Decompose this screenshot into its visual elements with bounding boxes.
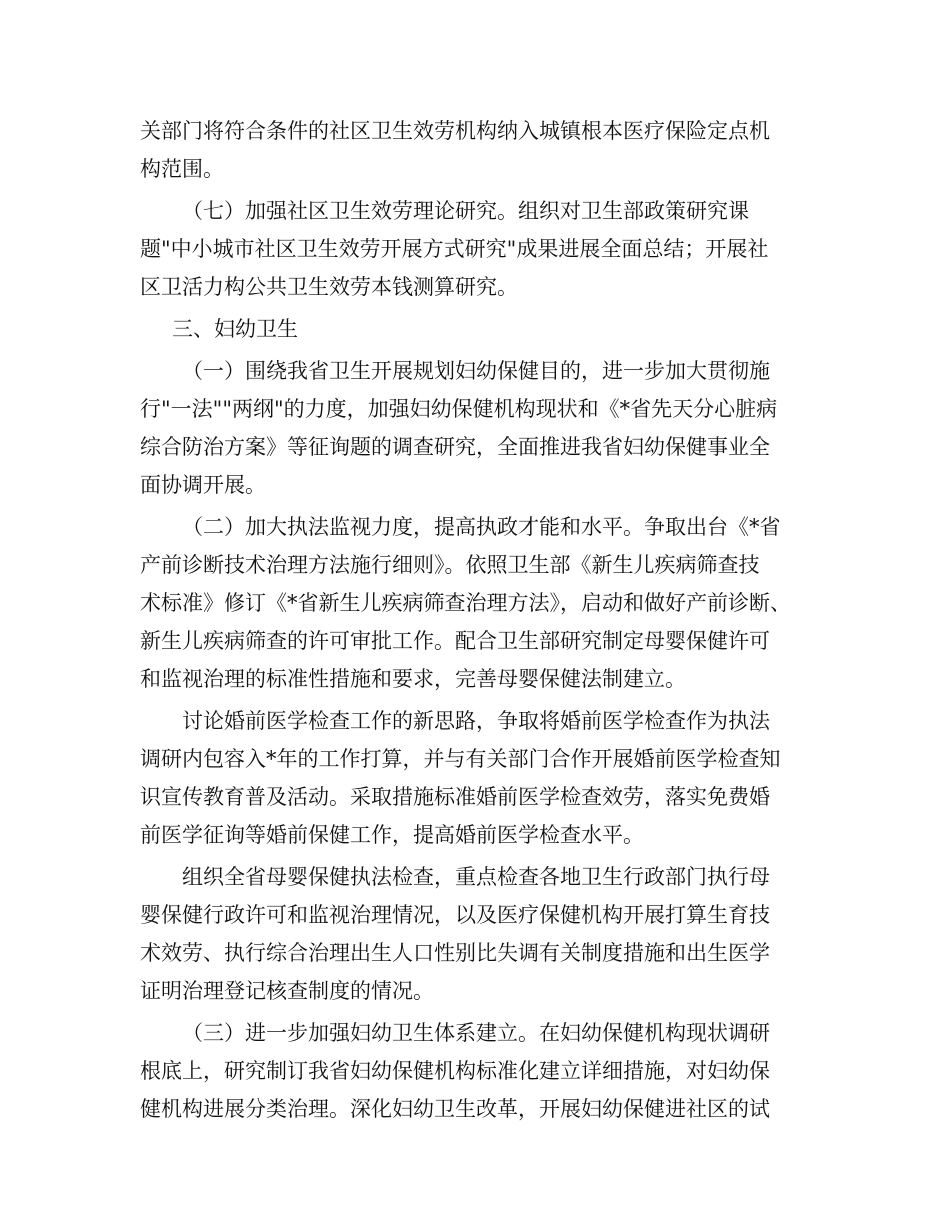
text-line: 术效劳、执行综合治理出生人口性别比失调有关制度措施和出生医学 — [140, 941, 770, 965]
text-line: 产前诊断技术治理方法施行细则》。依照卫生部《新生儿疾病筛查技 — [140, 553, 760, 577]
text-line: 健机构进展分类治理。深化妇幼卫生改革，开展妇幼保健进社区的试 — [140, 1097, 770, 1121]
text-line: 构范围。 — [140, 157, 224, 181]
text-line: 题"中小城市社区卫生效劳开展方式研究"成果进展全面总结；开展社 — [140, 237, 769, 261]
text-line: 综合防治方案》等征询题的调查研究，全面推进我省妇幼保健事业全 — [140, 435, 770, 459]
text-line: （二）加大执法监视力度，提高执政才能和水平。争取出台《*省 — [182, 515, 781, 539]
text-line: 证明治理登记核查制度的情况。 — [140, 979, 434, 1003]
text-line: 区卫活力构公共卫生效劳本钱测算研究。 — [140, 275, 518, 299]
document-body — [140, 112, 830, 1128]
text-line: 行"一法""两纲"的力度，加强妇幼保健机构现状和《*省先天分心脏病 — [140, 397, 778, 421]
text-line: 调研内包容入*年的工作打算，并与有关部门合作开展婚前医学检查知 — [140, 747, 781, 771]
text-line: （三）进一步加强妇幼卫生体系建立。在妇幼保健机构现状调研 — [182, 1021, 770, 1045]
text-line: 讨论婚前医学检查工作的新思路，争取将婚前医学检查作为执法 — [182, 709, 770, 733]
text-line: 根底上，研究制订我省妇幼保健机构标准化建立详细措施，对妇幼保 — [140, 1059, 770, 1083]
text-line: 术标准》修订《*省新生儿疾病筛查治理方法》，启动和做好产前诊断、 — [140, 591, 791, 615]
text-line: （七）加强社区卫生效劳理论研究。组织对卫生部政策研究课 — [182, 199, 749, 223]
text-line: 前医学征询等婚前保健工作，提高婚前医学检查水平。 — [140, 823, 644, 847]
text-line: 和监视治理的标准性措施和要求，完善母婴保健法制建立。 — [140, 667, 686, 691]
text-line: 婴保健行政许可和监视治理情况，以及医疗保健机构开展打算生育技 — [140, 903, 770, 927]
text-line: （一）围绕我省卫生开展规划妇幼保健目的，进一步加大贯彻施 — [182, 359, 770, 383]
text-line: 关部门将符合条件的社区卫生效劳机构纳入城镇根本医疗保险定点机 — [140, 119, 770, 143]
text-line: 新生儿疾病筛查的许可审批工作。配合卫生部研究制定母婴保健许可 — [140, 629, 770, 653]
text-line: 面协调开展。 — [140, 473, 266, 497]
text-line: 识宣传教育普及活动。采取措施标准婚前医学检查效劳，落实免费婚 — [140, 785, 770, 809]
section-heading: 三、妇幼卫生 — [172, 317, 298, 341]
text-line: 组织全省母婴保健执法检查，重点检查各地卫生行政部门执行母 — [182, 865, 770, 889]
